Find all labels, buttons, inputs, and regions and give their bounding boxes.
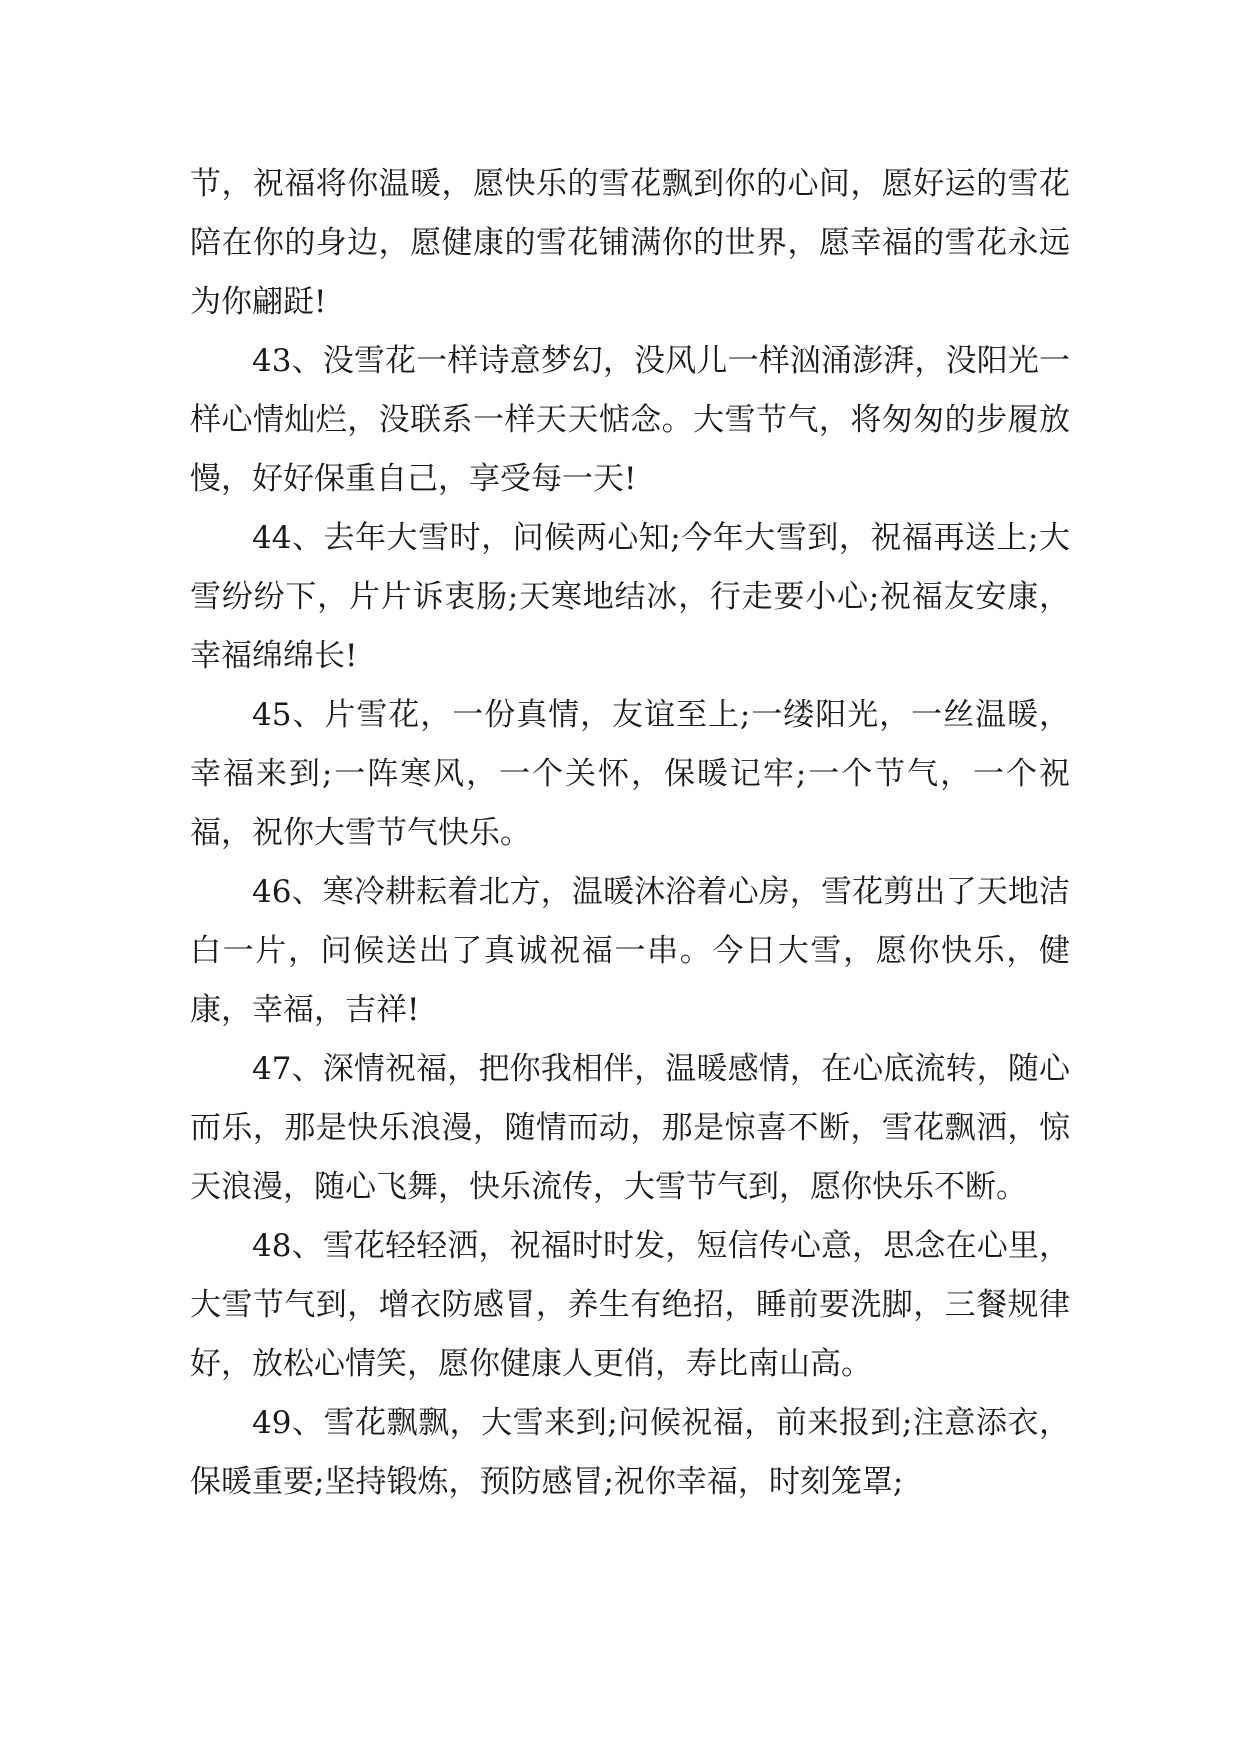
document-body <box>190 155 1070 1512</box>
paragraph-44: 44、去年大雪时，问候两心知;今年大雪到，祝福再送上;大雪纷纷下，片片诉衷肠;天寒地结冰，行走要小心;祝福友安康，幸福绵绵长! <box>190 520 1070 674</box>
paragraph-43: 43、没雪花一样诗意梦幻，没风儿一样汹涌澎湃，没阳光一样心情灿烂，没联系一样天天惦念。大雪节气，将匆匆的步履放慢，好好保重自己，享受每一天! <box>190 343 1070 497</box>
paragraph-45: 45、片雪花，一份真情，友谊至上;一缕阳光，一丝温暖，幸福来到;一阵寒风，一个关怀，保暖记牢;一个节气，一个祝福，祝你大雪节气快乐。 <box>190 697 1070 851</box>
paragraph-48: 48、雪花轻轻洒，祝福时时发，短信传心意，思念在心里，大雪节气到，增衣防感冒，养生有绝招，睡前要洗脚，三餐规律好，放松心情笑，愿你健康人更俏，寿比南山高。 <box>190 1228 1070 1382</box>
paragraph-49: 49、雪花飘飘，大雪来到;问候祝福，前来报到;注意添衣，保暖重要;坚持锻炼，预防感冒;祝你幸福，时刻笼罩; <box>190 1405 1070 1500</box>
paragraph-46: 46、寒冷耕耘着北方，温暖沐浴着心房，雪花剪出了天地洁白一片，问候送出了真诚祝福一串。今日大雪，愿你快乐，健康，幸福，吉祥! <box>190 874 1070 1028</box>
paragraph-continuation: 节，祝福将你温暖，愿快乐的雪花飘到你的心间，愿好运的雪花陪在你的身边，愿健康的雪花铺满你的世界，愿幸福的雪花永远为你翩跹! <box>190 166 1070 320</box>
paragraph-47: 47、深情祝福，把你我相伴，温暖感情，在心底流转，随心而乐，那是快乐浪漫，随情而动，那是惊喜不断，雪花飘洒，惊天浪漫，随心飞舞，快乐流传，大雪节气到，愿你快乐不断。 <box>190 1051 1070 1205</box>
